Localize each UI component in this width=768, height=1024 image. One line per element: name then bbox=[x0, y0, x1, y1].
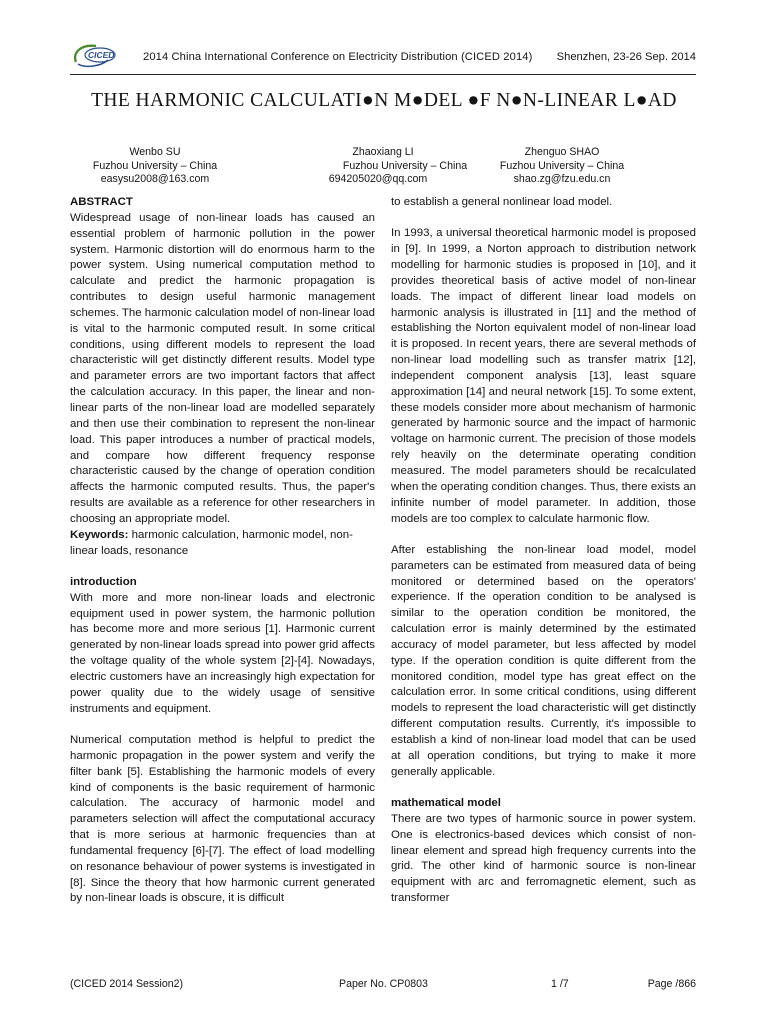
abstract-text: Widespread usage of non-linear loads has caused an essential problem of harmonic pollution in the power system. Harmonic distortion will do enormous harm to the power system. Using numerical computation method to calculate and predict the harmonic propagation is contributes to design useful harmonic management schemes. The harmonic calculation model of non-linear load is vital to the harmonic computed result. In some critical conditions, using different models to represent the load characteristic will get distinctly different results. Model type and parameter errors are two important factors that affect the calculation accuracy. In this paper, the linear and non-linear parts of the non-linear load are modelled separately and then use their combination to represent the non-linear load. This paper introduces a number of practical models, and compare how different frequency response characteristic caused by the change of operation condition affects the harmonic computed results. Thus, the paper's results are available as a reference for other researchers in choosing an appropriate model. bbox=[70, 211, 375, 525]
footer-page-of: 1 /7 bbox=[551, 978, 569, 990]
ciced-logo-icon bbox=[70, 42, 122, 68]
author-affiliation: Fuzhou University – China bbox=[92, 159, 218, 172]
body-paragraph: After establishing the non-linear load model, model parameters can be estimated from measured data of being monitored or determined based on the operators' experience. If the operation condition to be analysed is similar to the operation condition be monitored, the calculation error is mainly determined by the estimated accuracy of model parameter, but less affected by model type. If the operation condition is quite different from the monitored condition, model type has great effect on the calculation error. In some critical conditions, using different models to represent the load characteristic will get distinctly different computation results. Currently, it's impossible to establish a kind of non-linear load model that can be used at all operation conditions, but trying to make it more generally applicable. bbox=[391, 543, 696, 778]
section-paragraph: There are two types of harmonic source in power system. One is electronics-based devices which consist of non-linear element and spread high frequency currents into the grid. The other kind of harmonic source is non-linear equipment with arc and ferromagnetic element, such as transformer bbox=[391, 812, 696, 905]
author-email: 694205020@qq.com bbox=[328, 173, 428, 186]
left-column bbox=[70, 195, 375, 907]
body-paragraph: In 1993, a universal theoretical harmonic model is proposed in [9]. In 1999, a Norton approach to distribution network modelling for harmonic studies is proposed in [10], and it provides theoretical basis of active model of non-linear loads. The impact of different linear load models on harmonic analysis is illustrated in [11] and the method of establishing the Norton equivalent model of non-linear load it is proposed. In recent years, there are several methods of non-linear load modelling such as transfer matrix [12], independent component analysis [13], least square approximation [14] and neural network [15]. To some extent, these models consider more about mechanism of harmonic generated by harmonic source and the impact of harmonic voltage on harmonic current. The precision of those models rely heavily on the determinate operating condition measured. The model parameters should be recalculated when the operating condition changes. Thus, there exists an infinite number of model parameter. In addition, those models are too complex to calculate harmonic flow. bbox=[391, 227, 696, 525]
author-block bbox=[487, 146, 637, 187]
author-block bbox=[80, 146, 230, 187]
author-block bbox=[288, 146, 478, 187]
keywords-line bbox=[70, 528, 375, 560]
right-column bbox=[391, 195, 696, 907]
section-heading: mathematical model bbox=[391, 797, 501, 810]
author-affiliation: Fuzhou University – China bbox=[342, 159, 468, 172]
body-paragraph: to establish a general nonlinear load model. bbox=[391, 196, 613, 208]
page-footer bbox=[70, 974, 696, 992]
conference-name: 2014 China International Conference on Electricity Distribution (CICED 2014) bbox=[143, 51, 533, 63]
footer-page: Page /866 bbox=[647, 978, 696, 990]
author-affiliation: Fuzhou University – China bbox=[499, 159, 625, 172]
author-email: shao.zg@fzu.edu.cn bbox=[513, 173, 611, 186]
intro-paragraph: Numerical computation method is helpful to predict the harmonic propagation in the power system and verify the filter bank [5]. Establishing the harmonic models of every kind of components is the basic requirement of harmonic calculation. The accuracy of harmonic model and parameters selection will affect the computational accuracy that is more serious at harmonic frequencies than at fundamental frequency [6]-[7]. The effect of load modelling on resonance behaviour of power systems is investigated in [8]. Since the theory that how harmonic current generated by non-linear loads is obscure, it is difficult bbox=[70, 734, 375, 905]
footer-paper-no: Paper No. CP0803 bbox=[339, 978, 428, 990]
abstract-heading: ABSTRACT bbox=[70, 196, 133, 208]
paper-title: THE HARMONIC CALCULATI●N M●DEL ●F N●N-LINEAR L●AD bbox=[91, 90, 677, 111]
logo-text: CICED bbox=[88, 50, 115, 60]
footer-session: (CICED 2014 Session2) bbox=[70, 978, 184, 990]
author-name: Zhenguo SHAO bbox=[524, 146, 600, 158]
author-name: Zhaoxiang LI bbox=[352, 146, 414, 158]
introduction-heading: introduction bbox=[70, 575, 137, 588]
conference-venue: Shenzhen, 23-26 Sep. 2014 bbox=[556, 51, 696, 63]
author-name: Wenbo SU bbox=[129, 146, 181, 158]
keywords-label: Keywords: bbox=[70, 528, 129, 541]
keywords-text: harmonic calculation, harmonic model, non-linear loads, resonance bbox=[70, 528, 353, 557]
author-email: easysu2008@163.com bbox=[100, 173, 210, 186]
intro-paragraph: With more and more non-linear loads and electronic equipment used in power system, the harmonic pollution has become more and more serious [1]. Harmonic current generated by non-linear loads spread into power grid affects the voltage quality of the whole system [2]-[4]. Nowadays, electric customers have an increasingly high expectation for power quality due to the widely usage of sensitive instruments and equipment. bbox=[70, 591, 375, 715]
page-header bbox=[70, 40, 696, 75]
